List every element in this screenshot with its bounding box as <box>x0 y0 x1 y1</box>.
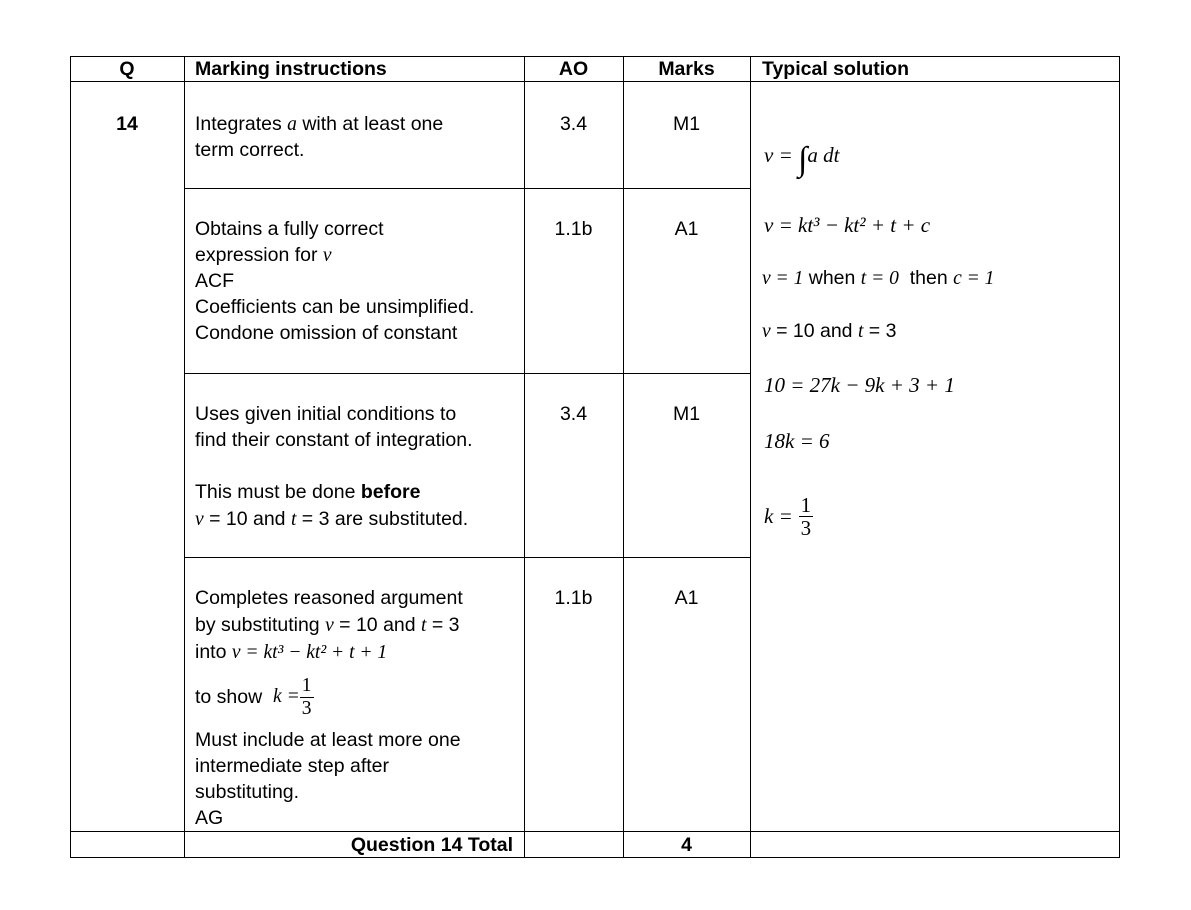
solution-step-3: v = 1 when t = 0 then c = 1 <box>762 267 995 289</box>
row4-instruction-line7: substituting. <box>195 781 300 803</box>
row1-instruction-line2: term correct. <box>195 139 305 161</box>
header-ao: AO <box>558 58 589 80</box>
row1-instruction-line1: Integrates a with at least one <box>195 113 444 135</box>
solution-step-2: v = kt³ − kt² + t + c <box>764 213 931 237</box>
row-divider-1 <box>184 188 751 189</box>
row-divider-3 <box>184 557 751 558</box>
header-solution: Typical solution <box>762 58 909 80</box>
solution-step-5: 10 = 27k − 9k + 3 + 1 <box>764 373 955 397</box>
row2-instruction-line5: Condone omission of constant <box>195 322 458 344</box>
row2-instruction-line4: Coefficients can be unsimplified. <box>195 296 475 318</box>
row4-instruction-line2: by substituting v = 10 and t = 3 <box>195 614 460 636</box>
solution-step-4: v = 10 and t = 3 <box>762 320 897 342</box>
row3-instruction-line2: find their constant of integration. <box>195 429 473 451</box>
row4-fraction: $\frac{1}{3}$ <box>301 674 312 719</box>
row4-instruction-line8: AG <box>195 807 224 829</box>
row3-ao: 3.4 <box>559 403 588 425</box>
col-line-instructions <box>524 56 525 858</box>
row-divider-2 <box>184 373 751 374</box>
row4-instruction-line3: into v = kt³ − kt² + t + 1 <box>195 641 388 663</box>
col-line-ao <box>623 56 624 858</box>
col-line-marks <box>750 56 751 858</box>
solution-step-7: k = $\frac{1}{3}$ <box>764 492 812 540</box>
row2-ao: 1.1b <box>554 218 593 240</box>
header-marks: Marks <box>658 58 715 80</box>
row4-instruction-line5: Must include at least more one <box>195 729 461 751</box>
row4-equation: v = kt³ − kt² + t + 1 <box>231 642 388 663</box>
row4-instruction-line6: intermediate step after <box>195 755 390 777</box>
row3-instruction-line4: v = 10 and t = 3 are substituted. <box>195 508 469 530</box>
header-q: Q <box>119 58 135 80</box>
col-line-left <box>70 56 71 858</box>
question-number: 14 <box>116 113 138 135</box>
row1-mark: M1 <box>672 113 701 135</box>
row2-instruction-line3: ACF <box>195 270 234 292</box>
total-marks: 4 <box>681 834 692 856</box>
header-instructions: Marking instructions <box>195 58 387 80</box>
row4-instruction-line4: to show k = $\frac{1}{3}$ <box>195 674 312 719</box>
solution-step-6: 18k = 6 <box>764 429 830 453</box>
total-label: Question 14 Total <box>350 834 513 856</box>
row4-instruction-line1: Completes reasoned argument <box>195 587 463 609</box>
row3-instruction-line1: Uses given initial conditions to <box>195 403 457 425</box>
row4-mark: A1 <box>674 587 699 609</box>
row2-instruction-line2: expression for v <box>195 244 332 266</box>
col-line-right <box>1119 56 1120 858</box>
solution-fraction: $\frac{1}{3}$ <box>800 492 812 540</box>
row1-ao: 3.4 <box>559 113 588 135</box>
row3-mark: M1 <box>672 403 701 425</box>
col-line-q <box>184 56 185 858</box>
row2-mark: A1 <box>674 218 699 240</box>
row3-instruction-line3: This must be done before <box>195 481 421 503</box>
solution-step-1: v = ∫a dt <box>764 141 840 178</box>
row4-ao: 1.1b <box>554 587 593 609</box>
row2-instruction-line1: Obtains a fully correct <box>195 218 384 240</box>
